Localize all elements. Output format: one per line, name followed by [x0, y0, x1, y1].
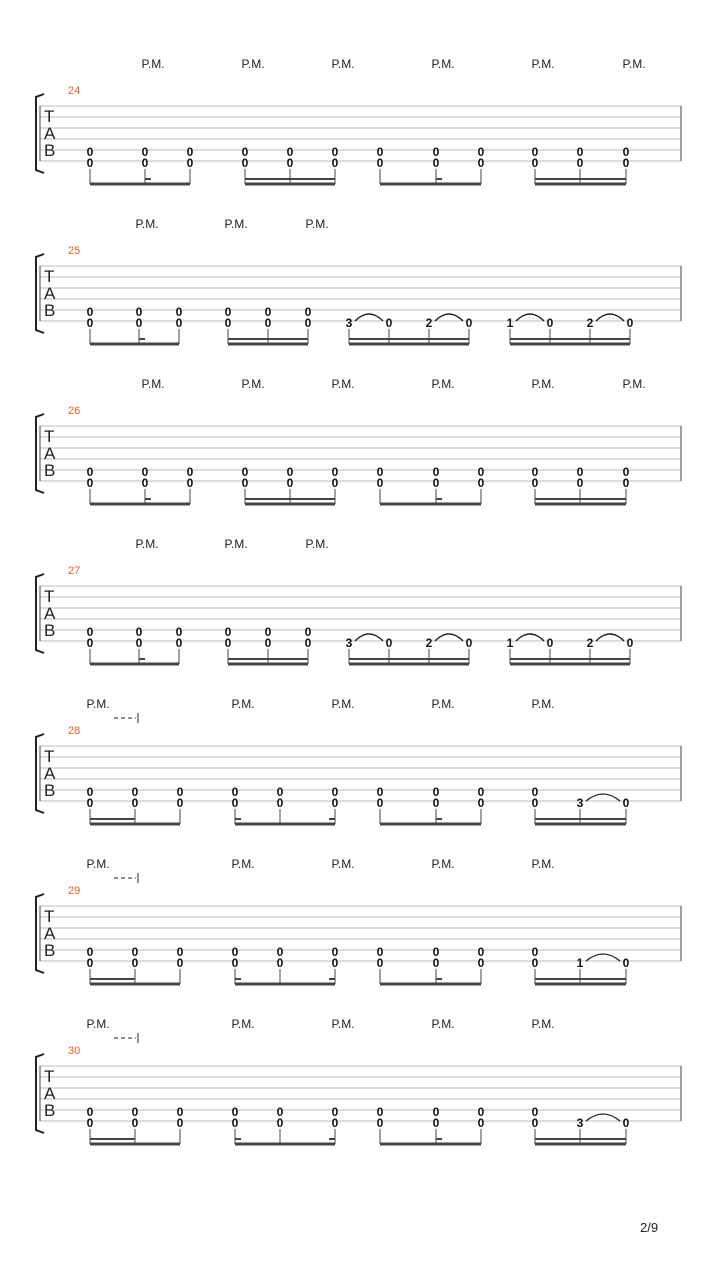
fret-number: 0 — [531, 476, 539, 490]
fret-number: 0 — [477, 1116, 485, 1130]
fret-number: 0 — [231, 796, 239, 810]
palm-mute-label: P.M. — [431, 377, 455, 391]
fret-number: 2 — [586, 636, 594, 650]
slur — [586, 954, 620, 961]
fret-number: 0 — [622, 156, 630, 170]
fret-number: 0 — [331, 1116, 339, 1130]
fret-number: 0 — [531, 145, 539, 159]
fret-number: 0 — [176, 945, 184, 959]
fret-number: 0 — [477, 156, 485, 170]
measure-number: 24 — [68, 85, 81, 97]
fret-number: 0 — [477, 945, 485, 959]
fret-number: 0 — [176, 1105, 184, 1119]
tab-letter: A — [44, 444, 56, 463]
fret-number: 3 — [576, 796, 584, 810]
slur — [435, 634, 463, 641]
fret-number: 0 — [622, 465, 630, 479]
fret-number: 0 — [531, 956, 539, 970]
fret-number: 0 — [376, 476, 384, 490]
fret-number: 0 — [432, 1116, 440, 1130]
tab-system — [36, 57, 681, 184]
fret-number: 0 — [376, 1116, 384, 1130]
tab-system — [36, 377, 681, 504]
fret-number: 0 — [331, 145, 339, 159]
fret-number: 0 — [186, 156, 194, 170]
fret-number: 0 — [432, 956, 440, 970]
tab-letter: B — [44, 1101, 56, 1120]
fret-number: 1 — [506, 636, 514, 650]
fret-number: 0 — [531, 785, 539, 799]
slur — [586, 1114, 620, 1121]
fret-number: 0 — [477, 1105, 485, 1119]
palm-mute-label: P.M. — [331, 697, 355, 711]
fret-number: 0 — [376, 785, 384, 799]
fret-number: 0 — [131, 945, 139, 959]
tab-system — [36, 537, 681, 664]
fret-number: 0 — [576, 476, 584, 490]
palm-mute-label: P.M. — [531, 857, 555, 871]
fret-number: 0 — [432, 465, 440, 479]
fret-number: 0 — [331, 956, 339, 970]
fret-number: 0 — [376, 945, 384, 959]
fret-number: 0 — [432, 145, 440, 159]
fret-number: 0 — [264, 636, 272, 650]
fret-number: 0 — [276, 1105, 284, 1119]
fret-number: 0 — [286, 145, 294, 159]
fret-number: 0 — [264, 305, 272, 319]
fret-number: 0 — [86, 145, 94, 159]
fret-number: 0 — [175, 305, 183, 319]
fret-number: 0 — [531, 1105, 539, 1119]
tab-letter: T — [44, 427, 55, 446]
palm-mute-label: P.M. — [231, 857, 255, 871]
fret-number: 0 — [432, 945, 440, 959]
fret-number: 0 — [331, 156, 339, 170]
fret-number: 0 — [376, 465, 384, 479]
tab-letter: B — [44, 141, 56, 160]
tab-system — [36, 217, 681, 344]
tab-letter: B — [44, 621, 56, 640]
fret-number: 0 — [186, 145, 194, 159]
palm-mute-label: P.M. — [224, 537, 248, 551]
palm-mute-label: P.M. — [431, 857, 455, 871]
fret-number: 0 — [231, 945, 239, 959]
fret-number: 0 — [465, 316, 473, 330]
fret-number: 0 — [465, 636, 473, 650]
fret-number: 0 — [241, 156, 249, 170]
palm-mute-label: P.M. — [224, 217, 248, 231]
fret-number: 0 — [86, 625, 94, 639]
fret-number: 0 — [131, 956, 139, 970]
tab-letter: A — [44, 284, 56, 303]
fret-number: 0 — [141, 476, 149, 490]
measure-number: 25 — [68, 245, 81, 257]
palm-mute-label: P.M. — [622, 377, 646, 391]
tab-system — [36, 697, 681, 824]
fret-number: 3 — [345, 316, 353, 330]
fret-number: 0 — [622, 145, 630, 159]
tab-system — [36, 1017, 681, 1144]
palm-mute-label: P.M. — [331, 857, 355, 871]
fret-number: 0 — [576, 465, 584, 479]
fret-number: 0 — [86, 1116, 94, 1130]
slur — [435, 314, 463, 321]
measure-number: 29 — [68, 885, 81, 897]
palm-mute-label: P.M. — [86, 857, 110, 871]
fret-number: 0 — [86, 796, 94, 810]
fret-number: 0 — [331, 476, 339, 490]
measure-number: 30 — [68, 1045, 81, 1057]
fret-number: 0 — [286, 476, 294, 490]
fret-number: 0 — [626, 316, 634, 330]
palm-mute-label: P.M. — [331, 57, 355, 71]
fret-number: 0 — [86, 465, 94, 479]
tab-letter: A — [44, 124, 56, 143]
fret-number: 0 — [622, 476, 630, 490]
palm-mute-label: P.M. — [86, 1017, 110, 1031]
fret-number: 0 — [241, 145, 249, 159]
fret-number: 0 — [477, 796, 485, 810]
palm-mute-label: P.M. — [231, 697, 255, 711]
tab-letter: T — [44, 267, 55, 286]
fret-number: 0 — [331, 796, 339, 810]
palm-mute-label: P.M. — [241, 377, 265, 391]
fret-number: 0 — [432, 796, 440, 810]
fret-number: 0 — [231, 956, 239, 970]
fret-number: 0 — [304, 305, 312, 319]
fret-number: 0 — [141, 145, 149, 159]
fret-number: 0 — [622, 796, 630, 810]
palm-mute-label: P.M. — [135, 217, 159, 231]
fret-number: 0 — [385, 636, 393, 650]
fret-number: 0 — [224, 316, 232, 330]
fret-number: 0 — [376, 156, 384, 170]
fret-number: 0 — [176, 1116, 184, 1130]
fret-number: 0 — [224, 625, 232, 639]
palm-mute-label: P.M. — [331, 1017, 355, 1031]
page-number: 2/9 — [640, 1220, 659, 1235]
tab-letter: T — [44, 747, 55, 766]
fret-number: 0 — [576, 156, 584, 170]
fret-number: 0 — [276, 796, 284, 810]
fret-number: 0 — [86, 956, 94, 970]
fret-number: 0 — [286, 465, 294, 479]
palm-mute-label: P.M. — [331, 377, 355, 391]
fret-number: 0 — [276, 785, 284, 799]
fret-number: 1 — [576, 956, 584, 970]
fret-number: 0 — [331, 945, 339, 959]
fret-number: 0 — [186, 465, 194, 479]
tab-letter: T — [44, 907, 55, 926]
palm-mute-label: P.M. — [231, 1017, 255, 1031]
fret-number: 0 — [477, 145, 485, 159]
fret-number: 0 — [331, 785, 339, 799]
fret-number: 0 — [176, 796, 184, 810]
tab-letter: T — [44, 1067, 55, 1086]
fret-number: 0 — [626, 636, 634, 650]
measure-number: 27 — [68, 565, 81, 577]
fret-number: 0 — [175, 316, 183, 330]
measure-number: 28 — [68, 725, 81, 737]
slur — [596, 634, 624, 641]
fret-number: 0 — [135, 305, 143, 319]
fret-number: 0 — [432, 785, 440, 799]
palm-mute-label: P.M. — [531, 1017, 555, 1031]
fret-number: 1 — [506, 316, 514, 330]
fret-number: 0 — [86, 156, 94, 170]
fret-number: 2 — [586, 316, 594, 330]
palm-mute-label: P.M. — [241, 57, 265, 71]
fret-number: 3 — [576, 1116, 584, 1130]
fret-number: 0 — [131, 796, 139, 810]
fret-number: 0 — [86, 1105, 94, 1119]
fret-number: 0 — [131, 1116, 139, 1130]
tab-letter: A — [44, 604, 56, 623]
fret-number: 0 — [231, 1105, 239, 1119]
fret-number: 0 — [304, 316, 312, 330]
fret-number: 0 — [531, 945, 539, 959]
fret-number: 0 — [131, 785, 139, 799]
fret-number: 0 — [276, 1116, 284, 1130]
fret-number: 0 — [531, 796, 539, 810]
palm-mute-label: P.M. — [431, 57, 455, 71]
slur — [586, 794, 620, 801]
fret-number: 2 — [425, 636, 433, 650]
fret-number: 0 — [231, 1116, 239, 1130]
palm-mute-label: P.M. — [141, 377, 165, 391]
fret-number: 0 — [276, 956, 284, 970]
fret-number: 0 — [276, 945, 284, 959]
fret-number: 0 — [264, 625, 272, 639]
fret-number: 0 — [224, 305, 232, 319]
palm-mute-label: P.M. — [531, 377, 555, 391]
tab-letter: A — [44, 1084, 56, 1103]
fret-number: 2 — [425, 316, 433, 330]
fret-number: 0 — [241, 465, 249, 479]
palm-mute-label: P.M. — [531, 57, 555, 71]
fret-number: 0 — [186, 476, 194, 490]
palm-mute-label: P.M. — [305, 537, 329, 551]
fret-number: 0 — [385, 316, 393, 330]
tab-letter: A — [44, 764, 56, 783]
palm-mute-label: P.M. — [531, 697, 555, 711]
fret-number: 0 — [432, 476, 440, 490]
fret-number: 0 — [622, 956, 630, 970]
fret-number: 0 — [224, 636, 232, 650]
fret-number: 0 — [576, 145, 584, 159]
tab-letter: B — [44, 941, 56, 960]
palm-mute-label: P.M. — [622, 57, 646, 71]
fret-number: 0 — [286, 156, 294, 170]
measure-number: 26 — [68, 405, 81, 417]
fret-number: 0 — [176, 956, 184, 970]
palm-mute-label: P.M. — [141, 57, 165, 71]
fret-number: 0 — [531, 1116, 539, 1130]
fret-number: 0 — [432, 156, 440, 170]
fret-number: 0 — [304, 636, 312, 650]
fret-number: 0 — [175, 636, 183, 650]
fret-number: 0 — [86, 476, 94, 490]
tab-letter: T — [44, 587, 55, 606]
fret-number: 3 — [345, 636, 353, 650]
slur — [596, 314, 624, 321]
fret-number: 0 — [86, 305, 94, 319]
fret-number: 0 — [546, 316, 554, 330]
fret-number: 0 — [432, 1105, 440, 1119]
fret-number: 0 — [176, 785, 184, 799]
fret-number: 0 — [477, 465, 485, 479]
slur — [516, 634, 544, 641]
fret-number: 0 — [531, 465, 539, 479]
fret-number: 0 — [86, 945, 94, 959]
palm-mute-label: P.M. — [431, 1017, 455, 1031]
slur — [355, 634, 383, 641]
fret-number: 0 — [531, 156, 539, 170]
fret-number: 0 — [86, 636, 94, 650]
slur — [516, 314, 544, 321]
tab-letter: T — [44, 107, 55, 126]
palm-mute-label: P.M. — [135, 537, 159, 551]
fret-number: 0 — [546, 636, 554, 650]
fret-number: 0 — [135, 636, 143, 650]
fret-number: 0 — [304, 625, 312, 639]
fret-number: 0 — [86, 316, 94, 330]
fret-number: 0 — [622, 1116, 630, 1130]
fret-number: 0 — [175, 625, 183, 639]
palm-mute-label: P.M. — [305, 217, 329, 231]
fret-number: 0 — [141, 465, 149, 479]
palm-mute-label: P.M. — [431, 697, 455, 711]
tab-letter: B — [44, 301, 56, 320]
fret-number: 0 — [477, 476, 485, 490]
tab-letter: B — [44, 461, 56, 480]
fret-number: 0 — [477, 785, 485, 799]
slur — [355, 314, 383, 321]
fret-number: 0 — [135, 316, 143, 330]
fret-number: 0 — [141, 156, 149, 170]
fret-number: 0 — [86, 785, 94, 799]
fret-number: 0 — [135, 625, 143, 639]
fret-number: 0 — [376, 145, 384, 159]
tab-system — [36, 857, 681, 984]
fret-number: 0 — [241, 476, 249, 490]
tab-letter: B — [44, 781, 56, 800]
fret-number: 0 — [376, 796, 384, 810]
tab-letter: A — [44, 924, 56, 943]
fret-number: 0 — [477, 956, 485, 970]
fret-number: 0 — [376, 956, 384, 970]
palm-mute-label: P.M. — [86, 697, 110, 711]
fret-number: 0 — [231, 785, 239, 799]
fret-number: 0 — [131, 1105, 139, 1119]
fret-number: 0 — [376, 1105, 384, 1119]
fret-number: 0 — [331, 1105, 339, 1119]
fret-number: 0 — [331, 465, 339, 479]
fret-number: 0 — [264, 316, 272, 330]
